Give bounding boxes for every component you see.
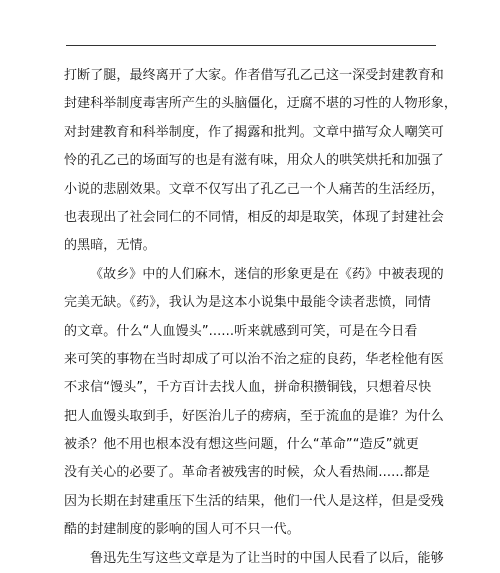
text-line: 把人血馒头取到手，好医治儿子的痨病，至于流血的是谁？为什么 — [64, 408, 444, 424]
text-line: 酷的封建制度的影响的国人可不只一代。 — [64, 522, 300, 538]
text-line: 怜的孔乙己的场面写的也是有滋有味，用众人的哄笑烘托和加强了 — [64, 153, 444, 169]
text-line: 不求信“馒头”，千方百计去找人血，拼命积攒铜钱，只想着尽快 — [64, 380, 432, 396]
paragraph-first-line: 《故乡》中的人们麻木，迷信的形象更是在《药》中被表现的 — [90, 266, 444, 282]
text-line: 对封建教育和科举制度，作了揭露和批判。文章中描写众人嘲笑可 — [64, 124, 444, 140]
text-line: 封建科举制度毒害所产生的头脑僵化，迂腐不堪的习性的人物形象， — [64, 96, 458, 112]
text-line: 因为长期在封建重压下生活的结果，他们一代人是这样，但是受残 — [64, 493, 444, 509]
text-line: 被杀？他不用也根本没有想这些问题，什么“革命”“造反”就更 — [64, 437, 419, 453]
text-line: 完美无缺。《药》，我认为是这本小说集中最能令读者悲愤，同情 — [64, 295, 431, 311]
paragraph-first-line: 鲁迅先生写这些文章是为了让当时的中国人民看了以后，能够 — [90, 550, 444, 566]
text-line: 没有关心的必要了。革命者被残害的时候，众人看热闹......都是 — [64, 465, 430, 481]
text-line: 来可笑的事物在当时却成了可以治不治之症的良药，华老栓他有医 — [64, 351, 444, 367]
article-body — [64, 62, 458, 573]
text-line: 的黑暗，无情。 — [64, 238, 156, 254]
text-line: 也表现出了社会同仁的不同情，相反的却是取笑，体现了封建社会 — [64, 209, 444, 225]
header-rule — [66, 45, 436, 46]
text-line: 小说的悲剧效果。文章不仅写出了孔乙己一个人痛苦的生活经历， — [64, 181, 444, 197]
text-line: 打断了腿，最终离开了大家。作者借写孔乙己这一深受封建教育和 — [64, 68, 444, 83]
text-line: 的文章。什么“人血馒头”......听来就感到可笑，可是在今日看 — [64, 323, 418, 339]
